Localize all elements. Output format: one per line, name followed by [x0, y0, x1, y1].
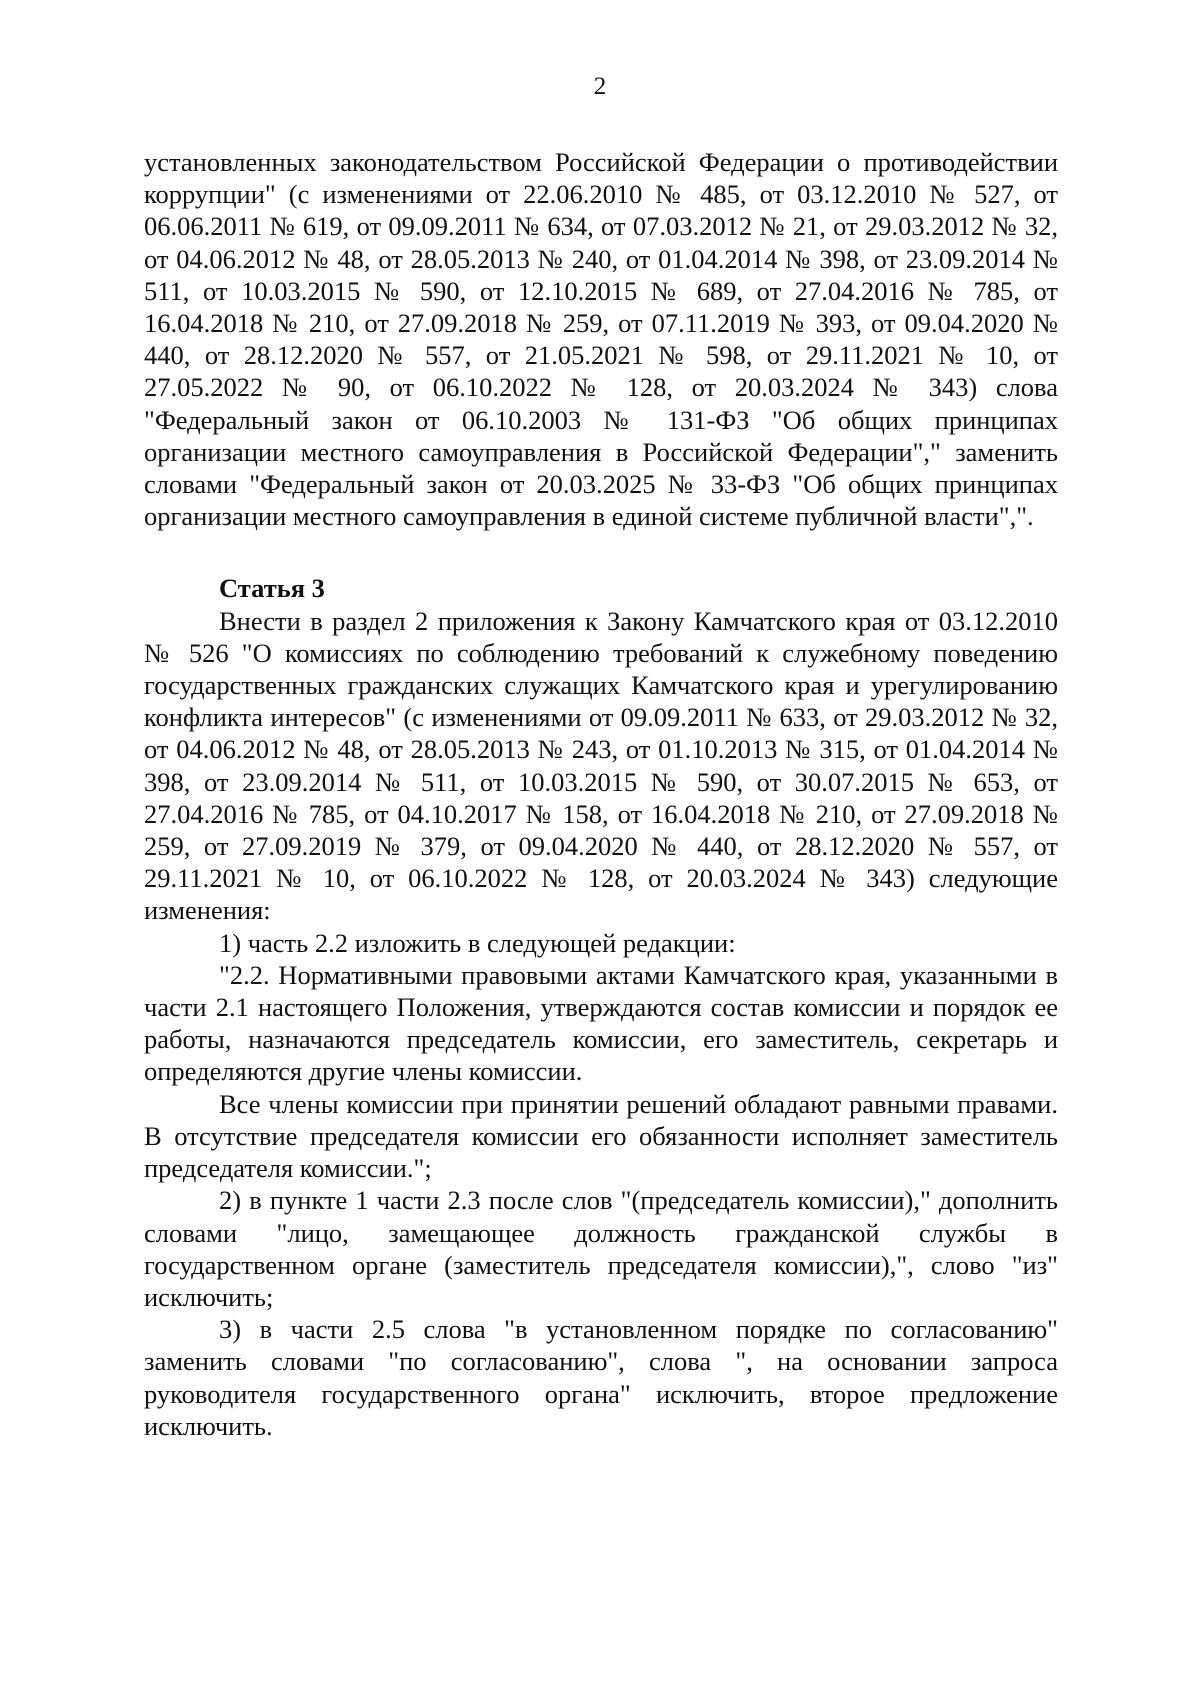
article-intro-paragraph: Внести в раздел 2 приложения к Закону Камчатского края от 03.12.2010 № 526 "О комиссиях по соблюдению требований к служебному поведению государственных гражданских служащих Камчатского края и урегулированию конфликта интересов" (с изменениями от 09.09.2011 № 633, от 29.03.2012 № 32, от 04.06.2012 № 48, от 28.05.2013 № 243, от 01.10.2013 № 315, от 01.04.2014 № 398, от 23.09.2014 № 511, от 10.03.2015 № 590, от 30.07.2015 № 653, от 27.04.2016 № 785, от 04.10.2017 № 158, от 16.04.2018 № 210, от 27.09.2018 № 259, от 27.09.2019 № 379, от 09.04.2020 № 440, от 28.12.2020 № 557, от 29.11.2021 № 10, от 06.10.2022 № 128, от 20.03.2024 № 343) следующие изменения: — [144, 605, 1058, 926]
paragraph-spacer — [144, 532, 1058, 572]
amendment-item-2: 2) в пункте 1 части 2.3 после слов "(председатель комиссии)," дополнить словами "лицо, замещающее должность гражданской службы в государственном органе (заместитель председателя комиссии),", слово "из" исключить; — [144, 1185, 1058, 1312]
article-heading: Статья 3 — [219, 573, 325, 604]
document-body — [144, 146, 1058, 1442]
amendment-item-1: 1) часть 2.2 изложить в следующей редакции: — [219, 927, 736, 958]
amendment-item-3: 3) в части 2.5 слова "в установленном порядке по согласованию" заменить словами "по согласованию", слова ", на основании запроса руководителя государственного органа" исключить, второе предложение исключить. — [144, 1314, 1058, 1441]
continuation-paragraph: установленных законодательством Российской Федерации о противодействии коррупции" (с изменениями от 22.06.2010 № 485, от 03.12.2010 № 527, от 06.06.2011 № 619, от 09.09.2011 № 634, от 07.03.2012 № 21, от 29.03.2012 № 32, от 04.06.2012 № 48, от 28.05.2013 № 240, от 01.04.2014 № 398, от 23.09.2014 № 511, от 10.03.2015 № 590, от 12.10.2015 № 689, от 27.04.2016 № 785, от 16.04.2018 № 210, от 27.09.2018 № 259, от 07.11.2019 № 393, от 09.04.2020 № 440, от 28.12.2020 № 557, от 21.05.2021 № 598, от 29.11.2021 № 10, от 27.05.2022 № 90, от 06.10.2022 № 128, от 20.03.2024 № 343) слова "Федеральный закон от 06.10.2003 № 131-ФЗ "Об общих принципах организации местного самоуправления в Российской Федерации"," заменить словами "Федеральный закон от 20.03.2025 № 33-ФЗ "Об общих принципах организации местного самоуправления в единой системе публичной власти",". — [144, 147, 1058, 532]
quoted-clause-2-2: "2.2. Нормативными правовыми актами Камчатского края, указанными в части 2.1 настоящего Положения, утверждаются состав комиссии и порядок ее работы, назначаются председатель комиссии, его заместитель, секретарь и определяются другие члены комиссии. — [144, 959, 1058, 1087]
quoted-clause-continuation: Все члены комиссии при принятии решений обладают равными правами. В отсутствие председателя комиссии его обязанности исполняет заместитель председателя комиссии."; — [144, 1088, 1058, 1184]
page-number: 2 — [593, 73, 607, 100]
